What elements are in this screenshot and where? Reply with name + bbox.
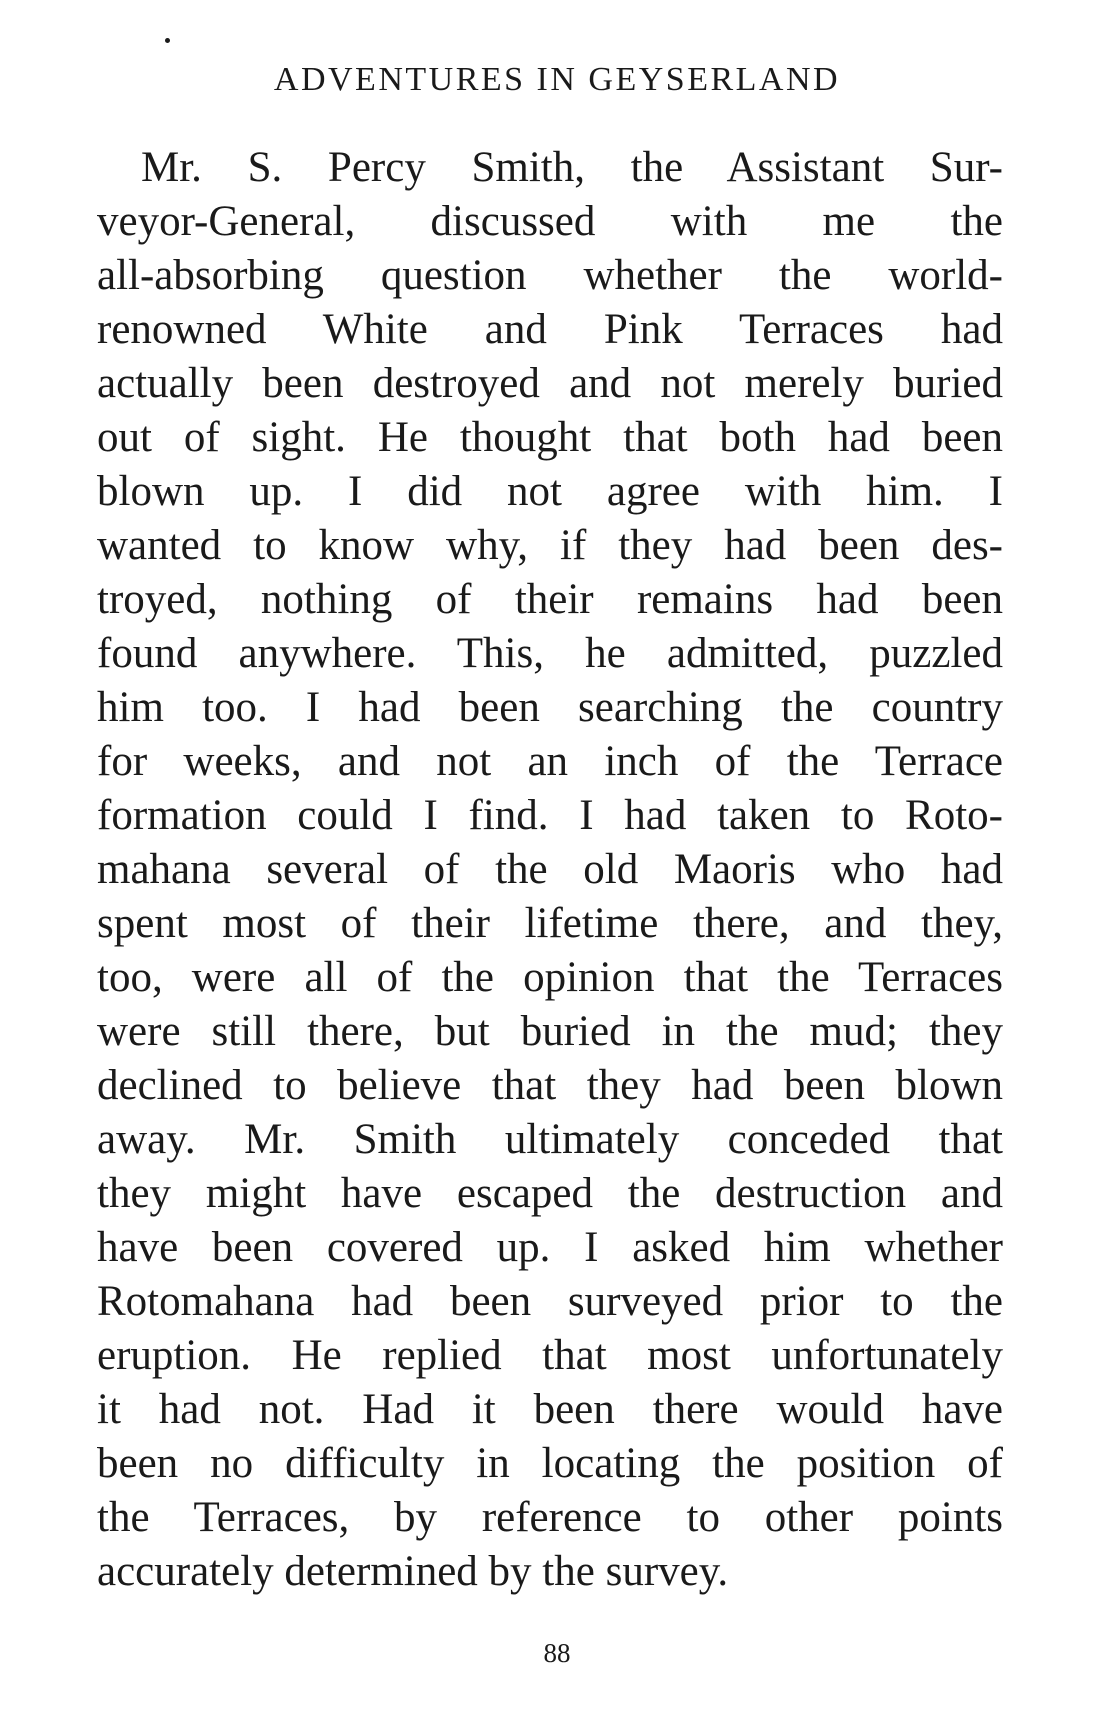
text-line: too, were all of the opinion that the Terraces: [97, 954, 1003, 1001]
text-line: actually been destroyed and not merely buried: [97, 360, 1003, 407]
text-line: wanted to know why, if they had been des-: [97, 522, 1003, 569]
running-head: ADVENTURES IN GEYSERLAND: [273, 61, 841, 98]
text-line: him too. I had been searching the country: [97, 684, 1003, 731]
text-line: been no difficulty in locating the position of: [97, 1440, 1003, 1487]
text-line: Rotomahana had been surveyed prior to the: [97, 1278, 1003, 1325]
text-line: eruption. He replied that most unfortunately: [97, 1332, 1003, 1379]
text-line: found anywhere. This, he admitted, puzzled: [97, 630, 1003, 677]
text-line: declined to believe that they had been blown: [97, 1062, 1003, 1109]
text-line: blown up. I did not agree with him. I: [97, 468, 1003, 515]
text-line: veyor-General, discussed with me the: [97, 198, 1003, 245]
text-line: they might have escaped the destruction and: [97, 1170, 1003, 1217]
text-line: have been covered up. I asked him whether: [97, 1224, 1003, 1271]
text-line: all-absorbing question whether the world-: [97, 252, 1003, 299]
text-line: Mr. S. Percy Smith, the Assistant Sur-: [141, 144, 1003, 191]
print-speck: [165, 38, 170, 43]
text-line: it had not. Had it been there would have: [97, 1386, 1003, 1433]
text-line: troyed, nothing of their remains had been: [97, 576, 1003, 623]
body-paragraph: [97, 141, 1003, 1599]
page-number: 88: [543, 1638, 571, 1668]
text-line: formation could I find. I had taken to Roto-: [97, 792, 1003, 839]
text-line: out of sight. He thought that both had been: [97, 414, 1003, 461]
text-line: accurately determined by the survey.: [97, 1548, 729, 1595]
text-line: were still there, but buried in the mud; they: [97, 1008, 1003, 1055]
text-line: the Terraces, by reference to other points: [97, 1494, 1003, 1541]
text-line: renowned White and Pink Terraces had: [97, 306, 1003, 353]
text-line: for weeks, and not an inch of the Terrace: [97, 738, 1003, 785]
text-line: away. Mr. Smith ultimately conceded that: [97, 1116, 1003, 1163]
text-line: mahana several of the old Maoris who had: [97, 846, 1003, 893]
text-line: spent most of their lifetime there, and they,: [97, 900, 1003, 947]
